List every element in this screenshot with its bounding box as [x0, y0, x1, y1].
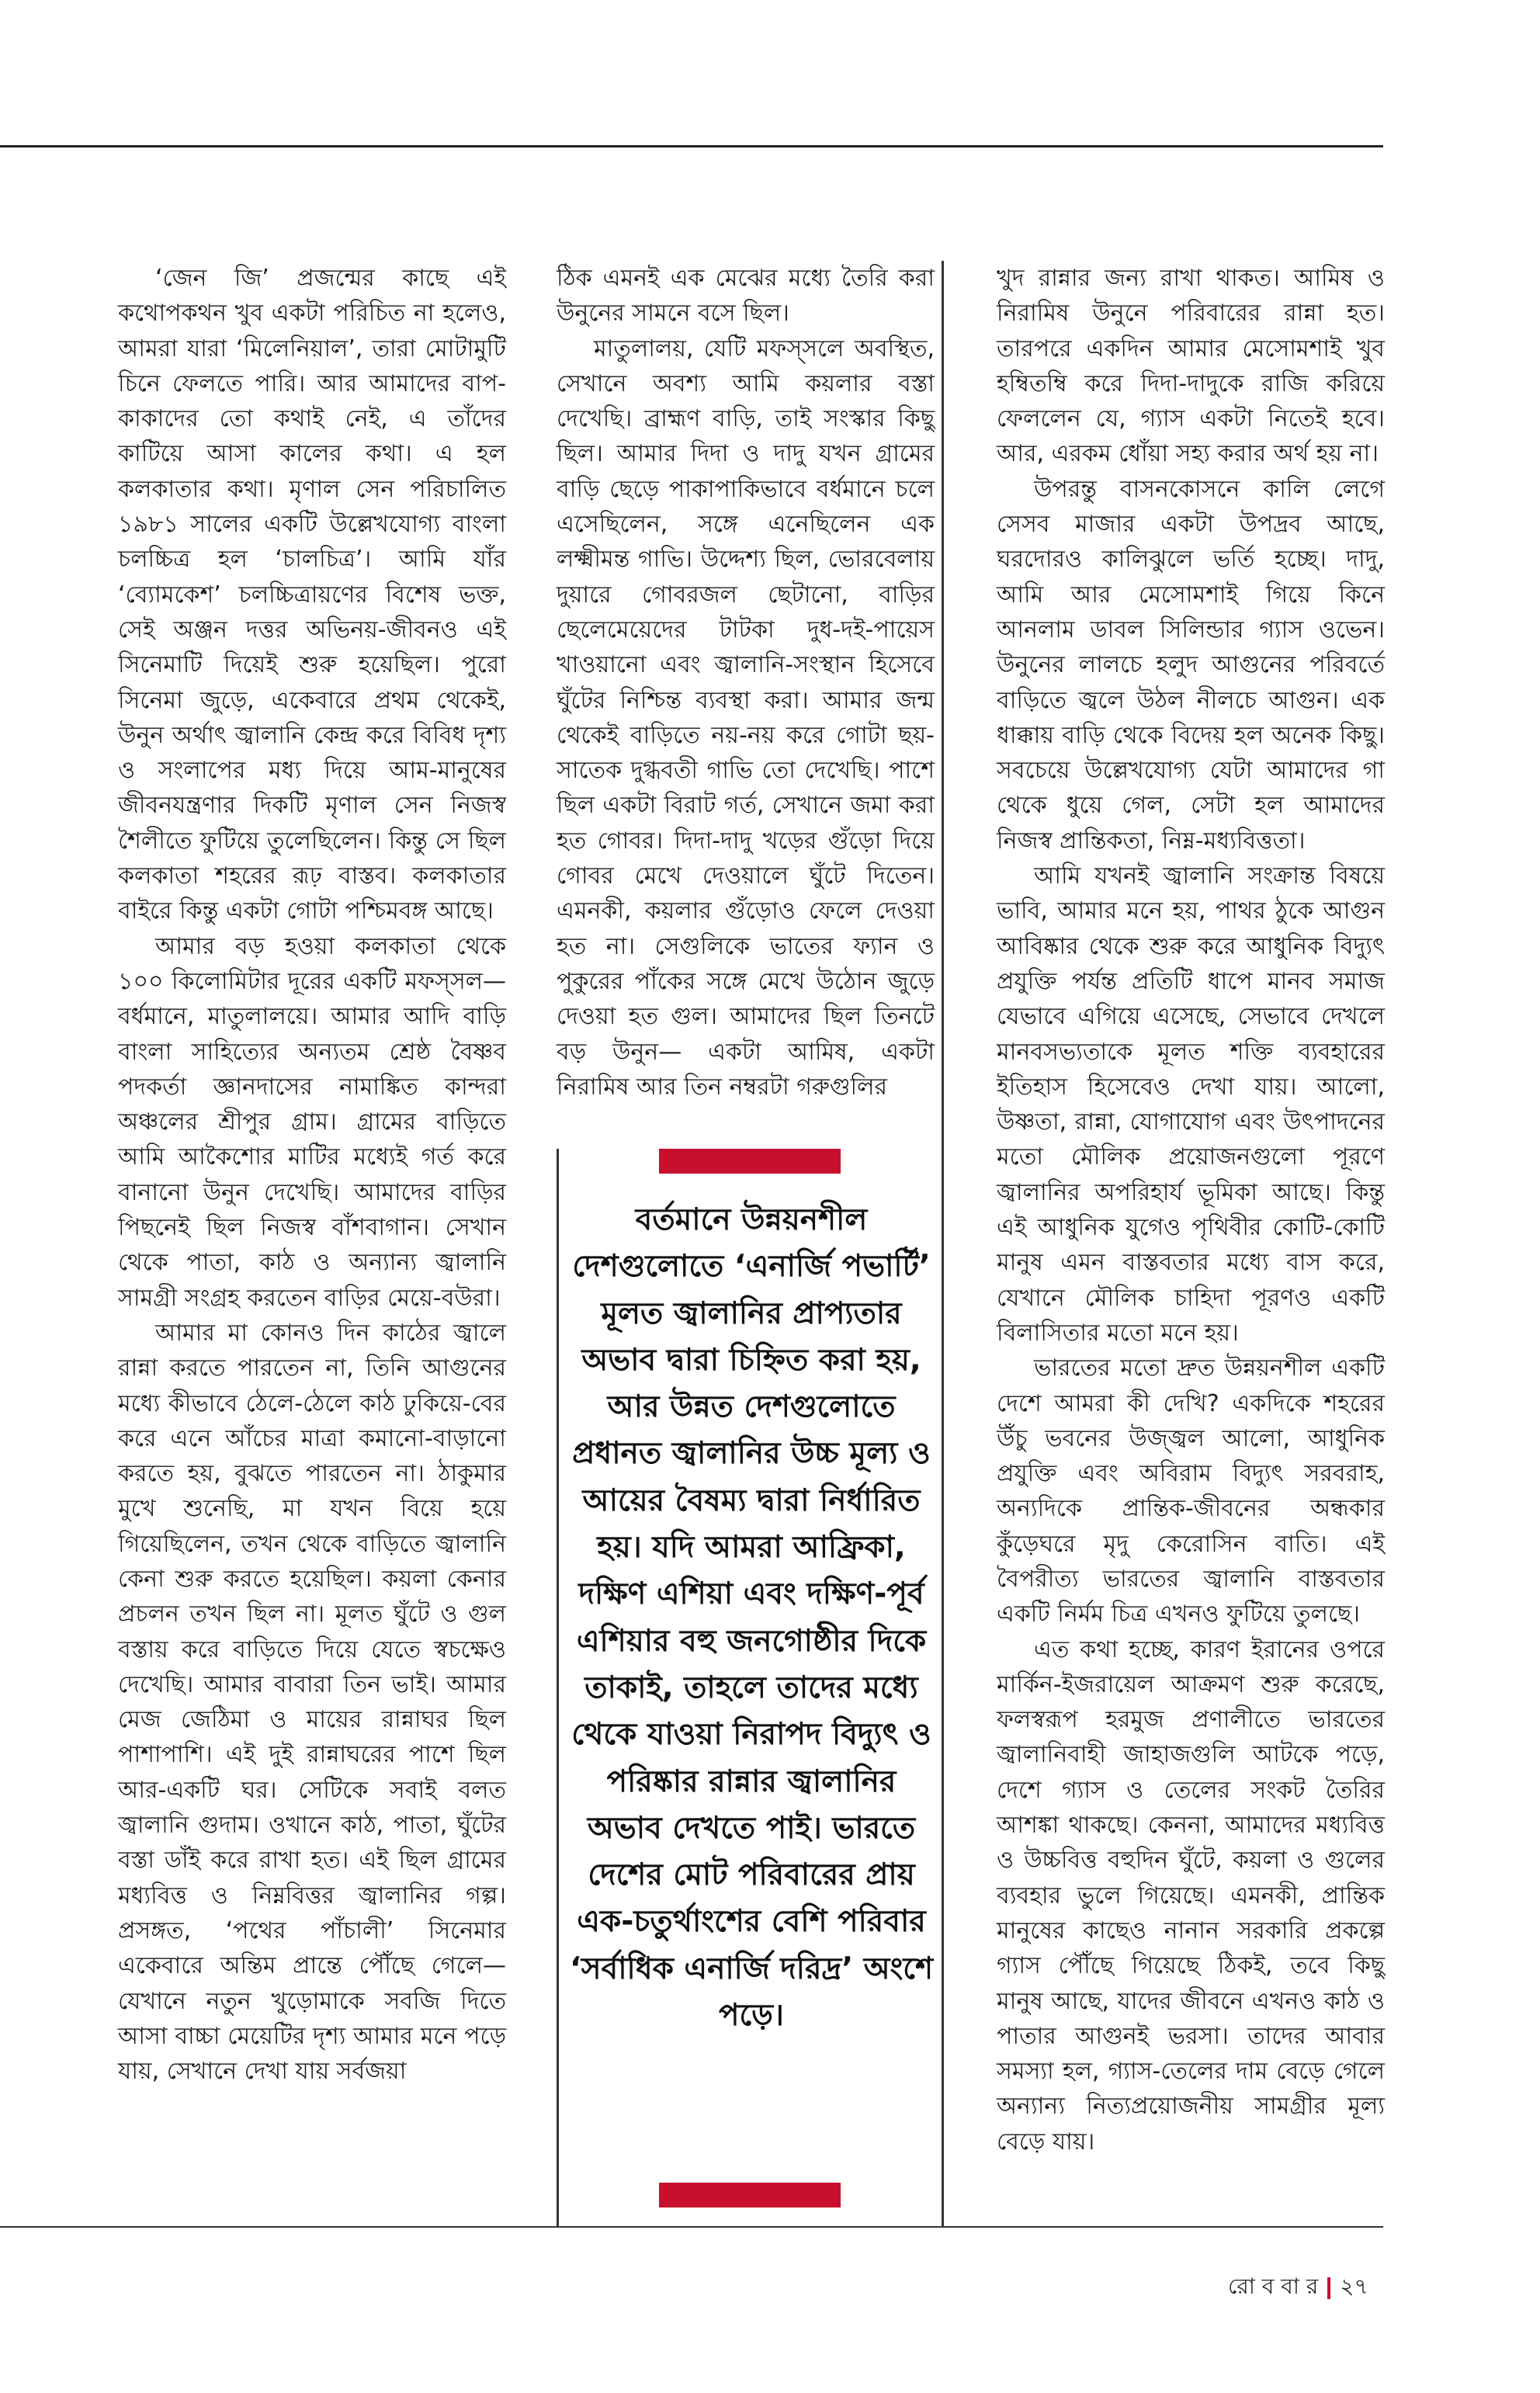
paragraph: খুদ রান্নার জন্য রাখা থাকত। আমিষ ও নিরামিষ উনুনে পরিবারের রান্না হত। তারপরে একদিন আমার মেসোমশাই খুব হম্বিতম্বি করে দিদা-দাদুকে রাজি করিয়ে ফেললেন যে, গ্যাস একটা নিতেই হবে। আর, এরকম ধোঁয়া সহ্য করার অর্থ হয় না।	[997, 265, 1385, 468]
article-column-1	[118, 261, 506, 2089]
publication-name: রো ব বা র	[1228, 2273, 1319, 2299]
bottom-rule	[0, 2226, 1383, 2228]
paragraph: উপরন্তু বাসনকোসনে কালি লেগে সেসব মাজার একটা উপদ্রব আছে, ঘরদোরও কালিঝুলে ভর্তি হচ্ছে। দাদু, আমি আর মেসোমশাই গিয়ে কিনে আনলাম ডাবল সিলিন্ডার গ্যাস ওভেন। উনুনের লালচে হলুদ আগুনের পরিবর্তে বাড়িতে জ্বলে উঠল নীলচে আগুন। এক ধাক্কায় বাড়ি থেকে বিদেয় হল অনেক কিছু। সবচেয়ে উল্লেখযোগ্য যেটা আমাদের গা থেকে ধুয়ে গেল, সেটা হল আমাদের নিজস্ব প্রান্তিকতা, নিম্ন-মধ্যবিত্ততা।	[997, 475, 1385, 855]
paragraph: এত কথা হচ্ছে, কারণ ইরানের ওপরে মার্কিন-ইজরায়েল আক্রমণ শুরু করেছে, ফলস্বরূপ হরমুজ প্রণালীতে ভারতের জ্বালানিবাহী জাহাজগুলি আটকে পড়ে, দেশে গ্যাস ও তেলের সংকট তৈরির আশঙ্কা থাকছে। কেননা, আমাদের মধ্যবিত্ত ও উচ্চবিত্ত বহুদিন ঘুঁটে, কয়লা ও গুলের ব্যবহার ভুলে গিয়েছে। এমনকী, প্রান্তিক মানুষের কাছেও নানান সরকারি প্রকল্পে গ্যাস পৌঁছে গিয়েছে ঠিকই, তবে কিছু মানুষ আছে, যাদের জীবনে এখনও কাঠ ও পাতার আগুনই ভরসা। তাদের আবার সমস্যা হল, গ্যাস-তেলের দাম বেড়ে গেলে অন্যান্য নিত্যপ্রয়োজনীয় সামগ্রীর মূল্য বেড়ে যায়।	[997, 1635, 1385, 2155]
paragraph: ‘জেন জি’ প্রজন্মের কাছে এই কথোপকথন খুব একটা পরিচিত না হলেও, আমরা যারা ‘মিলেনিয়াল’, তারা মোটামুটি চিনে ফেলতে পারি। আর আমাদের বাপ-কাকাদের তো কথাই নেই, এ তাঁদের কাটিয়ে আসা কালের কথা। এ হল কলকাতার কথা। মৃণাল সেন পরিচালিত ১৯৮১ সালের একটি উল্লেখযোগ্য বাংলা চলচ্চিত্র হল ‘চালচিত্র’। আমি যাঁর ‘ব্যোমকেশ’ চলচ্চিত্রায়ণের বিশেষ ভক্ত, সেই অঞ্জন দত্তর অভিনয়-জীবনও এই সিনেমাটি দিয়েই শুরু হয়েছিল। পুরো সিনেমা জুড়ে, একেবারে প্রথম থেকেই, উনুন অর্থাৎ জ্বালানি কেন্দ্র করে বিবিধ দৃশ্য ও সংলাপের মধ্য দিয়ে আম-মানুষের জীবনযন্ত্রণার দিকটি মৃণাল সেন নিজস্ব শৈলীতে ফুটিয়ে তুলেছিলেন। কিন্তু সে ছিল কলকাতা শহরের রূঢ় বাস্তব। কলকাতার বাইরে কিন্তু একটা গোটা পশ্চিমবঙ্গ আছে।	[118, 265, 506, 925]
article-column-2	[557, 261, 935, 1105]
pullquote	[569, 1149, 934, 2226]
pullquote-text: বর্তমানে উন্নয়নশীল দেশগুলোতে ‘এনার্জি পভার্টি’ মূলত জ্বালানির প্রাপ্যতার অভাব দ্বারা চিহ্নিত করা হয়, আর উন্নত দেশগুলোতে প্রধানত জ্বালানির উচ্চ মূল্য ও আয়ের বৈষম্য দ্বারা নির্ধারিত হয়। যদি আমরা আফ্রিকা, দক্ষিণ এশিয়া এবং দক্ষিণ-পূর্ব এশিয়ার বহু জনগোষ্ঠীর দিকে তাকাই, তাহলে তাদের মধ্যে থেকে যাওয়া নিরাপদ বিদ্যুৎ ও পরিষ্কার রান্নার জ্বালানির অভাব দেখতে পাই। ভারতে দেশের মোট পরিবারের প্রায় এক-চতুর্থাংশের বেশি পরিবার ‘সর্বাধিক এনার্জি দরিদ্র’ অংশে পড়ে।	[569, 1202, 934, 2034]
article-column-3	[997, 261, 1385, 2159]
paragraph: আমার মা কোনও দিন কাঠের জ্বালে রান্না করতে পারতেন না, তিনি আগুনের মধ্যে কীভাবে ঠেলে-ঠেলে কাঠ ঢুকিয়ে-বের করে এনে আঁচের মাত্রা কমানো-বাড়ানো করতে হয়, বুঝতে পারতেন না। ঠাকুমার মুখে শুনেছি, মা যখন বিয়ে হয়ে গিয়েছিলেন, তখন থেকে বাড়িতে জ্বালানি কেনা শুরু করতে হয়েছিল। কয়লা কেনার প্রচলন তখন ছিল না। মূলত ঘুঁটে ও গুল বস্তায় করে বাড়িতে দিয়ে যেতে স্বচক্ষেও দেখেছি। আমার বাবারা তিন ভাই। আমার মেজ জেঠিমা ও মায়ের রান্নাঘর ছিল পাশাপাশি। এই দুই রান্নাঘরের পাশে ছিল আর-একটি ঘর। সেটিকে সবাই বলত জ্বালানি গুদাম। ওখানে কাঠ, পাতা, ঘুঁটের বস্তা ডাঁই করে রাখা হত। এই ছিল গ্রামের মধ্যবিত্ত ও নিম্নবিত্তর জ্বালানির গল্প। প্রসঙ্গত, ‘পথের পাঁচালী’ সিনেমার একেবারে অন্তিম প্রান্তে পৌঁছে গেলে— যেখানে নতুন খুড়োমাকে সবজি দিতে আসা বাচ্চা মেয়েটির দৃশ্য আমার মনে পড়ে যায়, সেখানে দেখা যায় সর্বজয়া	[118, 1319, 506, 2086]
pullquote-left-rule	[557, 1149, 559, 2226]
pullquote-top-bar	[659, 1149, 841, 1174]
page-footer	[1228, 2270, 1368, 2306]
top-rule	[0, 145, 1383, 147]
paragraph: আমার বড় হওয়া কলকাতা থেকে ১০০ কিলোমিটার দূরের একটি মফস্সল— বর্ধমানে, মাতুলালয়ে। আমার আদি বাড়ি বাংলা সাহিত্যের অন্যতম শ্রেষ্ঠ বৈষ্ণব পদকর্তা জ্ঞানদাসের নামাঙ্কিত কান্দরা অঞ্চলের শ্রীপুর গ্রাম। গ্রামের বাড়িতে আমি আকৈশোর মাটির মধ্যেই গর্ত করে বানানো উনুন দেখেছি। আমাদের বাড়ির পিছনেই ছিল নিজস্ব বাঁশবাগান। সেখান থেকে পাতা, কাঠ ও অন্যান্য জ্বালানি সামগ্রী সংগ্রহ করতেন বাড়ির মেয়ে-বউরা।	[118, 932, 506, 1312]
paragraph: মাতুলালয়, যেটি মফস্সলে অবস্থিত, সেখানে অবশ্য আমি কয়লার বস্তা দেখেছি। ব্রাহ্মণ বাড়ি, তাই সংস্কার কিছু ছিল। আমার দিদা ও দাদু যখন গ্রামের বাড়ি ছেড়ে পাকাপাকিভাবে বর্ধমানে চলে এসেছিলেন, সঙ্গে এনেছিলেন এক লক্ষ্মীমন্ত গাভি। উদ্দেশ্য ছিল, ভোরবেলায় দুয়ারে গোবরজল ছেটানো, বাড়ির ছেলেমেয়েদের টাটকা দুধ-দই-পায়েস খাওয়ানো এবং জ্বালানি-সংস্থান হিসেবে ঘুঁটের নিশ্চিন্ত ব্যবস্থা করা। আমার জন্ম থেকেই বাড়িতে নয়-নয় করে গোটা ছয়-সাতেক দুগ্ধবতী গাভি তো দেখেছি। পাশে ছিল একটা বিরাট গর্ত, সেখানে জমা করা হত গোবর। দিদা-দাদু খড়ের গুঁড়ো দিয়ে গোবর মেখে দেওয়ালে ঘুঁটে দিতেন। এমনকী, কয়লার গুঁড়োও ফেলে দেওয়া হত না। সেগুলিকে ভাতের ফ্যান ও পুকুরের পাঁকের সঙ্গে মেখে উঠোন জুড়ে দেওয়া হত গুল। আমাদের ছিল তিনটে বড় উনুন— একটা আমিষ, একটা নিরামিষ আর তিন নম্বরটা গরুগুলির	[557, 335, 935, 1101]
footer-separator	[1327, 2277, 1330, 2299]
paragraph: ভারতের মতো দ্রুত উন্নয়নশীল একটি দেশে আমরা কী দেখি? একদিকে শহরের উঁচু ভবনের উজ্জ্বল আলো, আধুনিক প্রযুক্তি এবং অবিরাম বিদ্যুৎ সরবরাহ, অন্যদিকে প্রান্তিক-জীবনের অন্ধকার কুঁড়েঘরে মৃদু কেরোসিন বাতি। এই বৈপরীত্য ভারতের জ্বালানি বাস্তবতার একটি নির্মম চিত্র এখনও ফুটিয়ে তুলছে।	[997, 1354, 1385, 1628]
pullquote-bottom-bar	[659, 2183, 841, 2207]
paragraph: ঠিক এমনই এক মেঝের মধ্যে তৈরি করা উনুনের সামনে বসে ছিল।	[557, 265, 935, 328]
column-divider	[942, 261, 944, 2226]
page-number: ২৭	[1340, 2273, 1368, 2299]
paragraph: আমি যখনই জ্বালানি সংক্রান্ত বিষয়ে ভাবি, আমার মনে হয়, পাথর ঠুকে আগুন আবিষ্কার থেকে শুরু করে আধুনিক বিদ্যুৎ প্রযুক্তি পর্যন্ত প্রতিটি ধাপে মানব সমাজ যেভাবে এগিয়ে এসেছে, সেভাবে দেখলে মানবসভ্যতাকে মূলত শক্তি ব্যবহারের ইতিহাস হিসেবেও দেখা যায়। আলো, উষ্ণতা, রান্না, যোগাযোগ এবং উৎপাদনের মতো মৌলিক প্রয়োজনগুলো পূরণে জ্বালানির অপরিহার্য ভূমিকা আছে। কিন্তু এই আধুনিক যুগেও পৃথিবীর কোটি-কোটি মানুষ এমন বাস্তবতার মধ্যে বাস করে, যেখানে মৌলিক চাহিদা পূরণও একটি বিলাসিতার মতো মনে হয়।	[997, 862, 1385, 1347]
